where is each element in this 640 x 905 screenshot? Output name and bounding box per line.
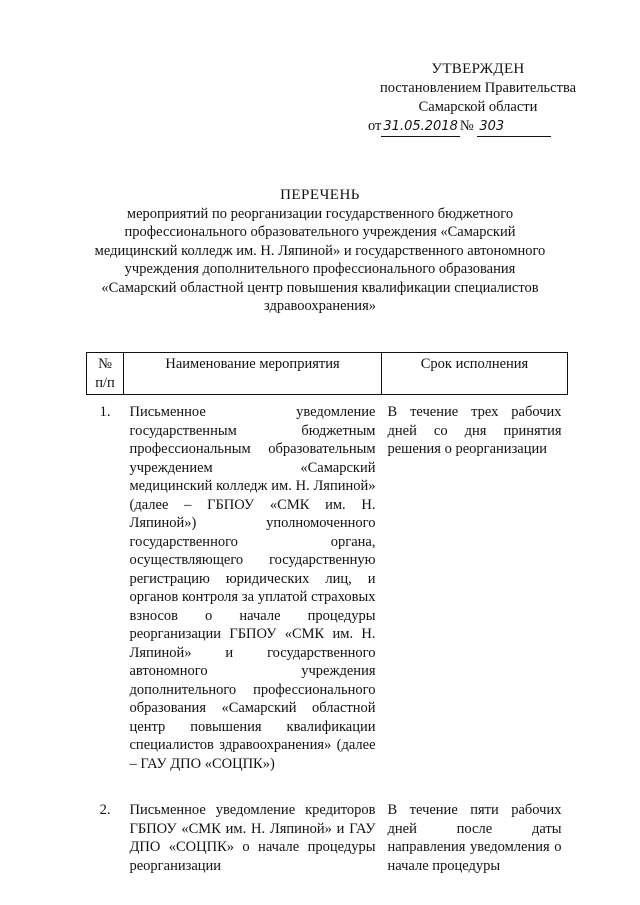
document-title: [90, 186, 550, 316]
approval-signature-line: [368, 117, 588, 137]
row-name: Письменное уведомление государственным бюджетным профессиональным образовательным учреждением «Самарский медицинский колледж им. Н. Ляпиной» (далее – ГБПОУ «СМК им. Н. Ляпиной») уполномоченного государственного органа, осуществляющего государственную регистрацию юридических лиц, и органов контроля за уплатой страховых взносов о начале процедуры реорганизации ГБПОУ «СМК им. Н. Ляпиной» и государственного автономного учреждения дополнительного профессионального образования «Самарский областной центр повышения квалификации специалистов здравоохранения» (далее – ГАУ ДПО «СОЦПК»): [129, 404, 376, 772]
from-label: от: [368, 118, 382, 134]
row-term: В течение трех рабочих дней со дня принятия решения о реорганизации: [387, 404, 562, 457]
table-row: [87, 773, 568, 875]
table-row: [87, 395, 568, 774]
measures-table: [86, 352, 568, 875]
approval-number: 303: [477, 117, 551, 137]
title-heading: ПЕРЕЧЕНЬ: [280, 187, 360, 203]
number-label: №: [459, 118, 474, 134]
row-number: 2.: [99, 802, 111, 818]
approval-heading: УТВЕРЖДЕН: [431, 61, 525, 77]
table-header-row: [87, 353, 568, 395]
approval-line-2: Самарской области: [418, 99, 538, 115]
approval-date: 31.05.2018: [381, 117, 459, 137]
approval-stamp: [368, 60, 588, 137]
approval-line-1: постановлением Правительства: [379, 80, 577, 96]
header-term: Срок исполнения: [382, 353, 568, 395]
header-name: Наименование мероприятия: [124, 353, 382, 395]
header-num: № п/п: [87, 353, 124, 395]
row-number: 1.: [99, 404, 111, 420]
title-subtitle: мероприятий по реорганизации государственного бюджетного профессионального образовательного учреждения «Самарский медицинский колледж им. Н. Ляпиной» и государственного автономного учреждения дополнительного профессионального образования «Самарский областной центр повышения квалификации специалистов здравоохранения»: [94, 205, 546, 314]
row-name: Письменное уведомление кредиторов ГБПОУ «СМК им. Н. Ляпиной» и ГАУ ДПО «СОЦПК» о начале процедуры реорганизации: [129, 802, 376, 874]
row-term: В течение пяти рабочих дней после даты направления уведомления о начале процедуры: [387, 802, 562, 874]
